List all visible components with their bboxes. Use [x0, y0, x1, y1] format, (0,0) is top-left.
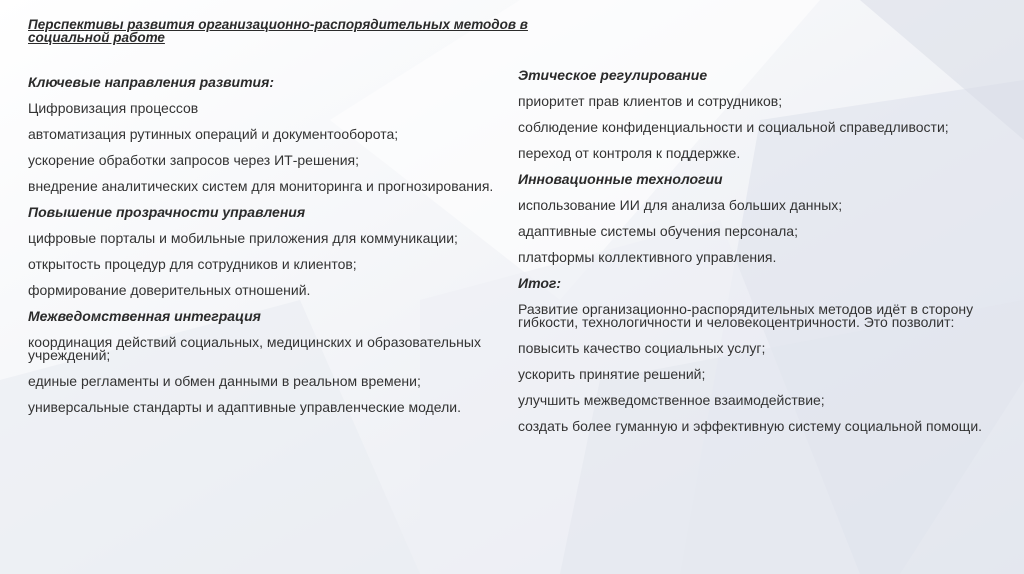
list-item: использование ИИ для анализа больших данных;: [518, 197, 843, 213]
summary-text: Развитие организационно-распорядительных методов идёт в сторону гибкости, технологичности и человекоцентричности. Это позволит:: [518, 301, 974, 330]
list-item: соблюдение конфиденциальности и социальной справедливости;: [518, 119, 949, 135]
slide-title: Перспективы развития организационно-распорядительных методов в социальной работе: [28, 17, 528, 45]
right-column: [518, 69, 1008, 433]
heading-ethics: Этическое регулирование: [518, 67, 708, 83]
list-item: улучшить межведомственное взаимодействие;: [518, 392, 825, 408]
list-item: формирование доверительных отношений.: [28, 282, 311, 298]
list-item: внедрение аналитических систем для мониторинга и прогнозирования.: [28, 178, 494, 194]
list-item: универсальные стандарты и адаптивные управленческие модели.: [28, 399, 461, 415]
list-item: координация действий социальных, медицинских и образовательных учреждений;: [28, 334, 481, 363]
list-item: адаптивные системы обучения персонала;: [518, 223, 798, 239]
sub-digitalization: Цифровизация процессов: [28, 100, 199, 116]
list-item: открытость процедур для сотрудников и клиентов;: [28, 256, 357, 272]
list-item: создать более гуманную и эффективную систему социальной помощи.: [518, 418, 983, 434]
list-item: ускорение обработки запросов через ИТ-решения;: [28, 152, 360, 168]
left-column: [28, 76, 498, 414]
heading-summary: Итог:: [518, 275, 562, 291]
list-item: переход от контроля к поддержке.: [518, 145, 741, 161]
list-item: цифровые порталы и мобильные приложения для коммуникации;: [28, 230, 458, 246]
list-item: повысить качество социальных услуг;: [518, 340, 766, 356]
heading-interagency: Межведомственная интеграция: [28, 308, 261, 324]
heading-transparency: Повышение прозрачности управления: [28, 204, 306, 220]
list-item: приоритет прав клиентов и сотрудников;: [518, 93, 783, 109]
heading-key-directions: Ключевые направления развития:: [28, 74, 275, 90]
list-item: единые регламенты и обмен данными в реальном времени;: [28, 373, 421, 389]
heading-innovation: Инновационные технологии: [518, 171, 723, 187]
list-item: платформы коллективного управления.: [518, 249, 777, 265]
list-item: ускорить принятие решений;: [518, 366, 706, 382]
list-item: автоматизация рутинных операций и документооборота;: [28, 126, 399, 142]
